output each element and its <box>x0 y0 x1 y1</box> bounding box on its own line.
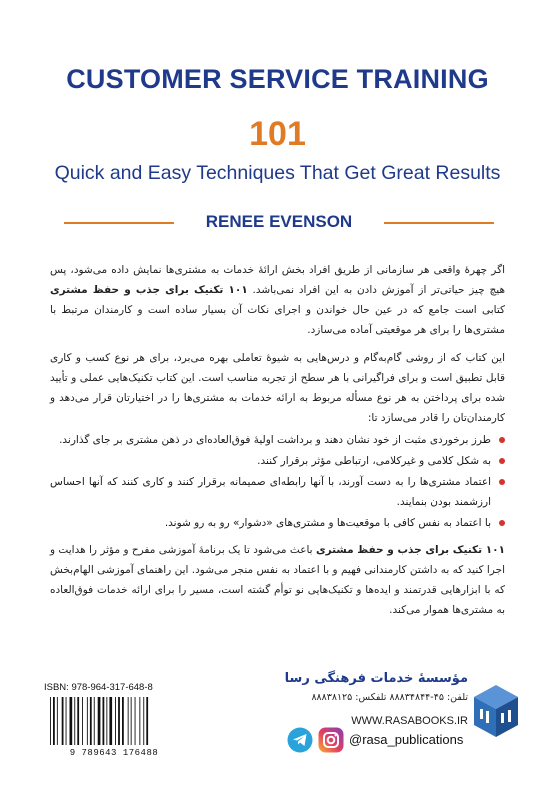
intro-paragraph <box>50 260 505 340</box>
publisher-logo-icon <box>470 683 522 739</box>
author-divider-left <box>64 222 174 224</box>
list-item: اعتماد مشتری‌ها را به دست آورند، با آنها رابطه‌ای صمیمانه برقرار کنند و کاری کنند که آنها احساس ارزشمند بودن بنمایند. <box>50 472 505 512</box>
barcode-bar <box>66 697 67 745</box>
book-title: CUSTOMER SERVICE TRAINING <box>66 64 489 94</box>
author-block <box>64 212 494 234</box>
list-item: با اعتماد به نفس کافی با موقعیت‌ها و مشتری‌های «دشوار» رو به رو شوند. <box>50 513 505 533</box>
barcode-bar <box>146 697 148 745</box>
closing-book-title: ۱۰۱ تکنیک برای جذب و حفظ مشتری <box>315 544 505 556</box>
barcode-bar <box>62 697 64 745</box>
barcode-bar <box>98 697 101 745</box>
barcode-bar <box>53 697 55 745</box>
bullet-icon <box>499 520 505 526</box>
barcode-digits: 9 789643 176488 <box>69 748 159 758</box>
social-handle[interactable]: @rasa_publications <box>349 732 464 747</box>
list-item: طرز برخوردی مثبت از خود نشان دهند و برداشت اولیهٔ فوق‌العاده‌ای در ذهن مشتری بر جای گذارند. <box>50 430 505 450</box>
barcode-bar <box>106 697 107 745</box>
isbn-label: ISBN: 978-964-317-648-8 <box>44 682 153 693</box>
closing-text: باعث می‌شود تا یک برنامهٔ آموزشی مفرح و مؤثر را هدایت و اجرا کنید که به داشتن کارمندانی فهیم و با اعتماد به نفس منجر می‌شود. این راهنمای آموزشی الهام‌بخش که با ابزارهایی قدرتمند و ایده‌ها و تکنیک‌هایی نو توأم گشته است، مسیر را برای ارائه خدمات فوق‌العاده به مشتری‌ها هموار می‌کند. <box>50 544 505 616</box>
book-number: 101 <box>249 115 306 153</box>
bullet-icon <box>499 437 505 443</box>
barcode-bar <box>139 697 140 745</box>
description-paragraph: این کتاب که از روشی گام‌به‌گام و درس‌هایی به شیوهٔ تعاملی بهره می‌برد، برای هر نوع کسب و کاری قابل تطبیق است و برای فراگیرانی با هر سطح از تجربه مناسب است. این کتاب تکنیک‌هایی عملی و تأیید شده برای پرداختن به هر نوع مسأله مربوط به ارائه خدمات به مشتری‌ها را در اختیارتان قرار می‌دهد و کارمندان‌تان را قادر می‌سازد تا: <box>50 352 505 424</box>
barcode-bar <box>122 697 124 745</box>
benefits-list <box>50 430 505 534</box>
barcode-bar <box>50 697 51 745</box>
intro-text-a: اگر چهرهٔ واقعی هر سازمانی از طریق افراد بخش ارائهٔ خدمات به مشتری‌ها نمایش داده می‌شود، پس هیچ چیز حیاتی‌تر از آموزش دادن به این افراد نمی‌باشد. <box>50 264 505 296</box>
book-subtitle: Quick and Easy Techniques That Get Great Results <box>54 162 501 184</box>
barcode-bar <box>94 697 95 745</box>
telegram-icon[interactable] <box>287 727 313 753</box>
barcode-bar <box>82 697 83 745</box>
barcode-bar <box>74 697 75 745</box>
publisher-contact: تلفن: ۴۵-۸۸۸۳۴۸۴۴ تلفکس: ۸۸۸۳۸۱۲۵ <box>311 692 468 703</box>
barcode-bar <box>118 697 120 745</box>
barcode-bar <box>90 697 92 745</box>
barcode-bar <box>109 697 112 745</box>
barcode-bar <box>70 697 73 745</box>
author-name: RENEE EVENSON <box>205 212 353 231</box>
barcode-bar <box>115 697 116 745</box>
barcode-bar <box>57 697 58 745</box>
instagram-icon[interactable] <box>318 727 344 753</box>
barcode-bar <box>131 697 132 745</box>
barcode-bar <box>128 697 129 745</box>
list-item: به شکل کلامی و غیرکلامی، ارتباطی مؤثر برقرار کنند. <box>50 451 505 471</box>
barcode-bar <box>143 697 144 745</box>
barcode-bar <box>87 697 88 745</box>
publisher-website[interactable]: WWW.RASABOOKS.IR <box>351 715 468 727</box>
barcode-bar <box>77 697 79 745</box>
barcode-bars <box>44 697 184 753</box>
barcode-bar <box>135 697 136 745</box>
social-links <box>287 727 477 755</box>
intro-book-title: ۱۰۱ تکنیک برای جذب و حفظ مشتری <box>50 284 248 296</box>
intro-text-b: کتابی است جامع که در عین حال خواندن و اجرای نکات آن بسیار ساده است و کارمندان مرتبط با مشتری‌ها را برای هر موقعیتی آماده می‌سازد. <box>50 304 505 336</box>
isbn-barcode <box>44 682 184 762</box>
author-divider-right <box>384 222 494 224</box>
barcode-bar <box>103 697 105 745</box>
publisher-info <box>278 671 468 727</box>
publisher-name: مؤسسهٔ خدمات فرهنگی رسا <box>284 671 468 686</box>
bullet-icon <box>499 458 505 464</box>
closing-paragraph <box>50 540 505 620</box>
bullet-icon <box>499 479 505 485</box>
